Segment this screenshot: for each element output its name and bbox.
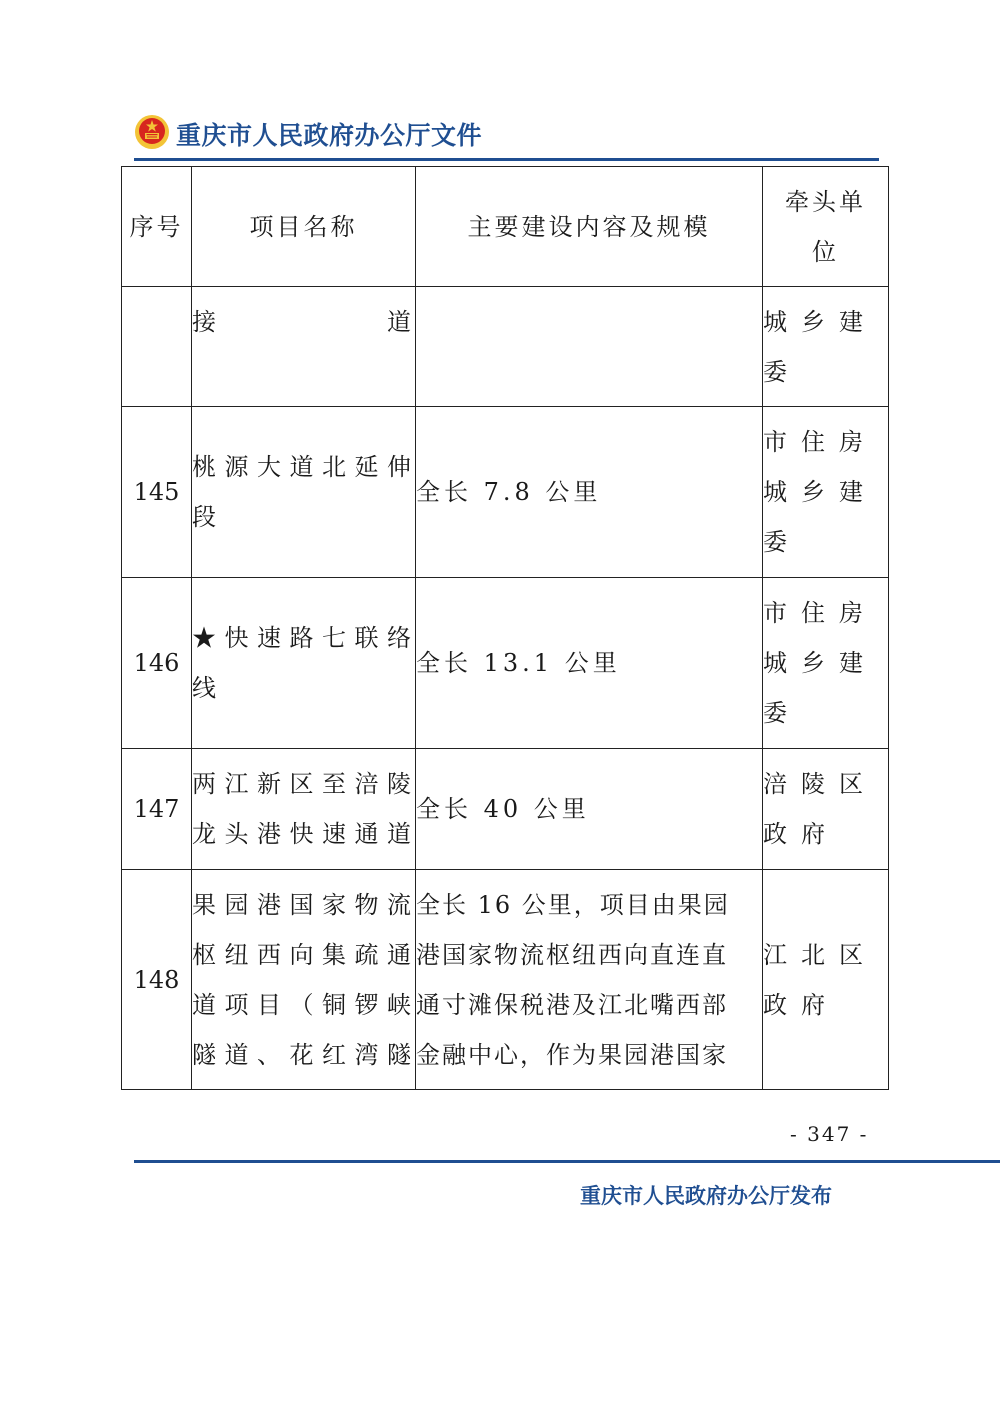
table-row bbox=[122, 407, 889, 578]
footer-divider bbox=[134, 1160, 1000, 1163]
document-header bbox=[134, 108, 879, 158]
page-number: - 347 - bbox=[790, 1122, 869, 1146]
cell-content bbox=[416, 578, 763, 749]
cell-lead-line: 政府 bbox=[763, 820, 839, 848]
cell-lead-line: 涪陵区 bbox=[763, 770, 877, 798]
cell-lead-line: 城乡建 bbox=[763, 308, 877, 336]
cell-name bbox=[192, 287, 416, 407]
column-header-lead bbox=[763, 167, 889, 287]
cell-lead-line: 市住房 bbox=[763, 428, 877, 456]
header-divider bbox=[134, 158, 879, 161]
column-header-seq: 序号 bbox=[122, 167, 192, 287]
cell-seq bbox=[122, 287, 192, 407]
cell-name-line: 枢纽西向集疏通 bbox=[192, 940, 415, 969]
cell-name bbox=[192, 407, 416, 578]
column-header-name: 项目名称 bbox=[192, 167, 416, 287]
cell-lead-line: 江北区 bbox=[763, 940, 877, 969]
cell-content bbox=[416, 287, 763, 407]
cell-name-line: 接道 bbox=[192, 308, 415, 336]
cell-content-line: 全长 16 公里，项目由果园 bbox=[416, 890, 730, 919]
cell-content-line: 全长 7.8 公里 bbox=[416, 478, 602, 506]
cell-seq: 146 bbox=[122, 578, 192, 749]
footer-publisher: 重庆市人民政府办公厅发布 bbox=[580, 1184, 832, 1208]
cell-seq: 145 bbox=[122, 407, 192, 578]
table-row bbox=[122, 287, 889, 407]
cell-lead-line: 城乡建 bbox=[763, 478, 877, 506]
project-table bbox=[121, 166, 889, 1090]
cell-lead-line: 委 bbox=[763, 528, 801, 556]
table-row bbox=[122, 578, 889, 749]
column-header-lead-line2: 位 bbox=[812, 237, 839, 266]
cell-lead-line: 委 bbox=[763, 699, 801, 727]
cell-seq: 148 bbox=[122, 870, 192, 1090]
cell-name-line: 果园港国家物流 bbox=[192, 890, 415, 919]
column-header-lead-line1: 牵头单 bbox=[785, 187, 866, 216]
cell-name-line: 道项目（铜锣峡 bbox=[192, 990, 415, 1019]
column-header-content: 主要建设内容及规模 bbox=[416, 167, 763, 287]
cell-lead bbox=[763, 578, 889, 749]
cell-content-line: 港国家物流枢纽西向直连直 bbox=[416, 940, 728, 969]
cell-lead-line: 政府 bbox=[763, 990, 839, 1019]
cell-content-line: 通寸滩保税港及江北嘴西部 bbox=[416, 990, 728, 1019]
national-emblem-icon bbox=[134, 114, 170, 150]
cell-name-line: 线 bbox=[192, 674, 220, 702]
cell-name-line: 龙头港快速通道 bbox=[192, 820, 415, 848]
cell-name bbox=[192, 749, 416, 870]
cell-name-line: 段 bbox=[192, 503, 220, 531]
cell-lead bbox=[763, 749, 889, 870]
cell-seq: 147 bbox=[122, 749, 192, 870]
cell-lead-line: 市住房 bbox=[763, 599, 877, 627]
table-row bbox=[122, 870, 889, 1090]
table-row bbox=[122, 749, 889, 870]
cell-content-line: 全长 13.1 公里 bbox=[416, 649, 621, 677]
cell-content bbox=[416, 870, 763, 1090]
cell-lead bbox=[763, 870, 889, 1090]
cell-lead-line: 城乡建 bbox=[763, 649, 877, 677]
header-title: 重庆市人民政府办公厅文件 bbox=[176, 121, 483, 150]
cell-name-line: 桃源大道北延伸 bbox=[192, 453, 415, 481]
cell-name-line: 两江新区至涪陵 bbox=[192, 770, 415, 798]
cell-content bbox=[416, 407, 763, 578]
cell-lead bbox=[763, 407, 889, 578]
cell-name bbox=[192, 578, 416, 749]
cell-name-line: ★快速路七联络 bbox=[192, 624, 415, 652]
table-header-row bbox=[122, 167, 889, 287]
cell-content bbox=[416, 749, 763, 870]
cell-name bbox=[192, 870, 416, 1090]
cell-lead-line: 委 bbox=[763, 358, 801, 386]
cell-lead bbox=[763, 287, 889, 407]
cell-name-line: 隧道、花红湾隧 bbox=[192, 1040, 415, 1069]
cell-content-line: 金融中心，作为果园港国家 bbox=[416, 1040, 728, 1069]
cell-content-line: 全长 40 公里 bbox=[416, 795, 590, 823]
